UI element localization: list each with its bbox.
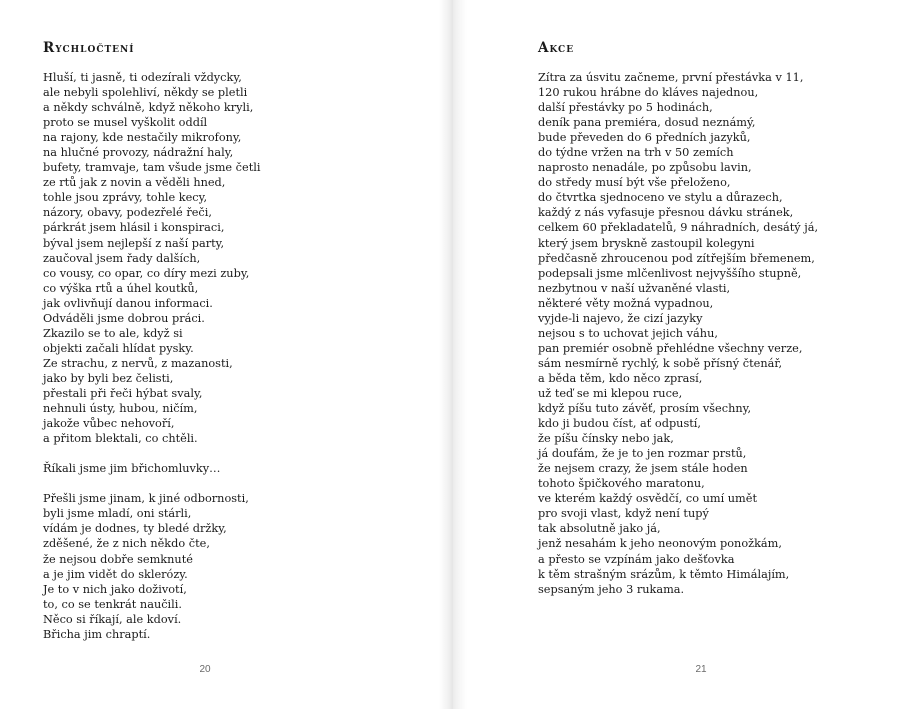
poem-line: do čtvrtka sjednoceno ve stylu a důrazech, <box>538 191 783 205</box>
poem-line: že nejsou dobře semknuté <box>43 552 193 566</box>
poem-line: že nejsem crazy, že jsem stále hoden <box>538 462 748 476</box>
poem-line: a někdy schválně, když někoho kryli, <box>43 101 254 115</box>
poem-line: Zítra za úsvitu začneme, první přestávka v 11, <box>538 71 804 84</box>
poem-line: podepsali jsme mlčenlivost nejvyššího stupně, <box>538 266 802 280</box>
poem-line: zděšené, že z nich někdo čte, <box>43 537 210 551</box>
poem-line: Je to v nich jako doživotí, <box>43 582 187 596</box>
poem-line: párkrát jsem hlásil i konspiraci, <box>43 221 225 235</box>
poem-line: pan premiér osobně přehlédne všechny verze, <box>538 341 803 355</box>
poem-line: přestali při řeči hýbat svaly, <box>43 386 203 400</box>
poem-line: tak absolutně jako já, <box>538 522 661 536</box>
poem-line: nehnuli ústy, hubou, ničím, <box>43 402 198 416</box>
poem-line: k těm strašným srázům, k těmto Himálajím, <box>538 567 790 581</box>
poem-line: když píšu tuto závěť, prosím všechny, <box>538 402 752 416</box>
poem-line: sám nesmírně rychlý, k sobě přísný čtenář, <box>538 356 783 370</box>
poem-line: který jsem bryskně zastoupil kolegyni <box>538 236 755 250</box>
poem-line: ale nebyli spolehliví, někdy se pletli <box>43 86 248 100</box>
poem-line: nezbytnou v naší užvaněné vlasti, <box>538 281 731 295</box>
poem-line: nejsou s to uchovat jejich váhu, <box>538 326 718 340</box>
poem-line: některé věty možná vypadnou, <box>538 296 714 310</box>
poem-line: já doufám, že je to jen rozmar prstů, <box>538 447 747 461</box>
poem-line <box>43 476 260 491</box>
poem-line: býval jsem nejlepší z naší party, <box>43 236 225 250</box>
poem-line: a je jim vidět do sklerózy. <box>43 567 188 581</box>
poem-line: naprosto nenadále, po způsobu lavin, <box>538 161 752 175</box>
poem-line: Ze strachu, z nervů, z mazanosti, <box>43 356 233 370</box>
gutter-shadow-left <box>439 0 453 709</box>
poem-line: Říkali jsme jim břichomluvky… <box>43 462 221 476</box>
poem-line <box>43 446 260 461</box>
poem-line: do středy musí být vše přeloženo, <box>538 176 731 190</box>
poem-line: bufety, tramvaje, tam všude jsme četli <box>43 161 261 175</box>
poem-line: jakože vůbec nehovoří, <box>43 417 175 431</box>
gutter-shadow-right <box>453 0 467 709</box>
poem-line: že píšu čínsky nebo jak, <box>538 432 674 446</box>
poem-line: vídám je dodnes, ty bledé držky, <box>43 522 227 536</box>
poem-line: jak ovlivňují danou informaci. <box>43 296 213 310</box>
poem-line: Odváděli jsme dobrou práci. <box>43 311 205 325</box>
poem-line: 120 rukou hrábne do kláves najednou, <box>538 86 759 100</box>
poem-line: další přestávky po 5 hodinách, <box>538 101 713 115</box>
poem-title-left: Rychločtení <box>43 40 135 56</box>
page-number-right: 21 <box>695 664 707 675</box>
poem-line: Zkazilo se to ale, když si <box>43 326 183 340</box>
poem-line: Něco si říkají, ale kdoví. <box>43 612 182 626</box>
poem-line: Hluší, ti jasně, ti odezírali vždycky, <box>43 71 242 84</box>
poem-line: jako by byli bez čelisti, <box>43 371 174 385</box>
poem-title-right: Akce <box>538 40 575 56</box>
poem-line: kdo ji budou číst, ať odpustí, <box>538 417 701 431</box>
poem-line: deník pana premiéra, dosud neznámý, <box>538 116 756 130</box>
poem-line: ze rtů jak z novin a věděli hned, <box>43 176 226 190</box>
poem-line: objekti začali hlídat pysky. <box>43 341 194 355</box>
poem-line: už teď se mi klepou ruce, <box>538 386 683 400</box>
right-page <box>453 0 907 709</box>
poem-line: tohoto špičkového maratonu, <box>538 477 705 491</box>
poem-line: vyjde-li najevo, že cizí jazyky <box>538 311 703 325</box>
poem-line: a běda těm, kdo něco zprasí, <box>538 371 703 385</box>
poem-body-right <box>538 70 818 597</box>
poem-line: Břicha jim chraptí. <box>43 627 151 641</box>
left-page <box>0 0 453 709</box>
poem-line: bude převeden do 6 předních jazyků, <box>538 131 751 145</box>
poem-line: co vousy, co opar, co díry mezi zuby, <box>43 266 250 280</box>
poem-line: to, co se tenkrát naučili. <box>43 597 182 611</box>
poem-line: byli jsme mladí, oni stárli, <box>43 507 192 521</box>
page-number-left: 20 <box>199 664 211 675</box>
poem-line: sepsaným jeho 3 rukama. <box>538 582 685 596</box>
poem-body-left <box>43 70 260 642</box>
poem-line: jenž nesahám k jeho neonovým ponožkám, <box>538 537 782 551</box>
poem-line: každý z nás vyfasuje přesnou dávku stránek, <box>538 206 794 220</box>
poem-line: tohle jsou zprávy, tohle kecy, <box>43 191 208 205</box>
poem-line: názory, obavy, podezřelé řeči, <box>43 206 212 220</box>
poem-line: proto se musel vyškolit oddíl <box>43 116 208 130</box>
poem-line: ve kterém každý osvědčí, co umí umět <box>538 492 757 506</box>
poem-line: zaučoval jsem řady dalších, <box>43 251 201 265</box>
poem-line: Přešli jsme jinam, k jiné odbornosti, <box>43 492 249 506</box>
poem-line: a přesto se vzpínám jako dešťovka <box>538 552 735 566</box>
poem-line: co výška rtů a úhel koutků, <box>43 281 199 295</box>
poem-line: do týdne vržen na trh v 50 zemích <box>538 146 734 160</box>
poem-line: celkem 60 překladatelů, 9 náhradních, desátý já, <box>538 221 819 235</box>
poem-line: a přitom blektali, co chtěli. <box>43 432 198 446</box>
poem-line: na rajony, kde nestačily mikrofony, <box>43 131 242 145</box>
poem-line: pro svoji vlast, když není tupý <box>538 507 709 521</box>
poem-line: na hlučné provozy, nádražní haly, <box>43 146 234 160</box>
poem-line: předčasně zhroucenou pod zítřejším břemenem, <box>538 251 815 265</box>
